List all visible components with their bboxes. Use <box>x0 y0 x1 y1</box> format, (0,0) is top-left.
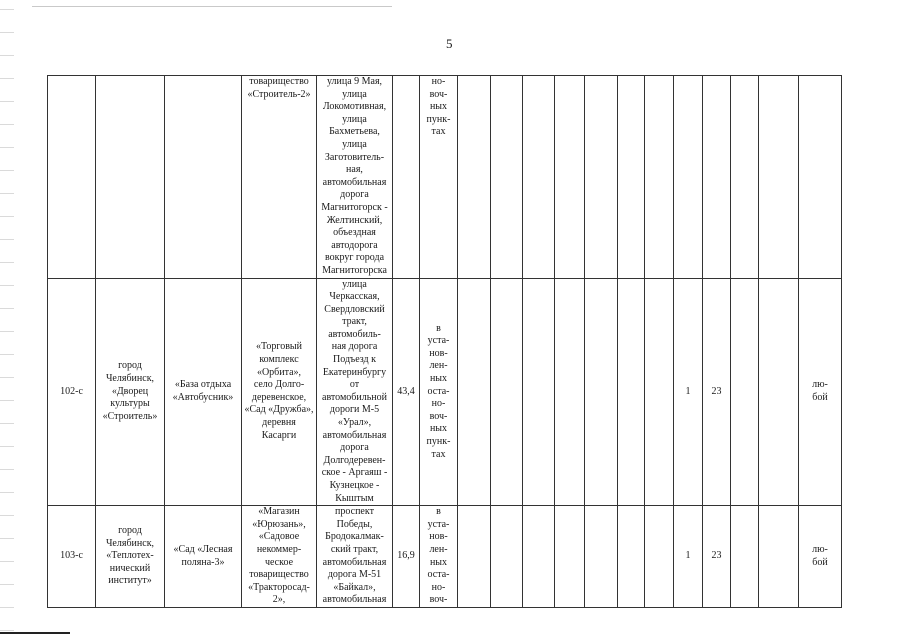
stop-order-cell: но- воч- ных пунк- тах <box>420 76 458 279</box>
empty-cell <box>731 506 759 608</box>
empty-cell <box>759 506 799 608</box>
vehicle-count-cell: 1 <box>674 506 703 608</box>
empty-cell <box>458 76 491 279</box>
intermediate-stops-cell: товарищество «Строитель-2» <box>242 76 317 279</box>
start-point-cell: город Челябинск, «Теплотех- нический институт» <box>96 506 165 608</box>
empty-cell <box>731 278 759 506</box>
route-length-cell: 43,4 <box>393 278 420 506</box>
streets-cell: улица 9 Мая, улица Локомотивная, улица Бахметьева, улица Заготовитель- ная, автомобильная дорога Магнитогорск - Желтинский, объездная автодорога вокруг города Магнитогорска <box>317 76 393 279</box>
start-point-cell <box>96 76 165 279</box>
route-length-cell <box>393 76 420 279</box>
streets-cell: улица Черкасская, Свердловский тракт, автомобиль- ная дорога Подъезд к Екатеринбургу от автомобильной дороги М-5 «Урал», автомобильная дорога Долгодеревен- ское - Аргаяш - Кузнецкое - Кыштым <box>317 278 393 506</box>
empty-cell <box>585 506 618 608</box>
empty-cell <box>523 76 555 279</box>
page-number: 5 <box>446 36 453 51</box>
route-number-cell: 103-с <box>48 506 96 608</box>
intermediate-stops-cell: «Торговый комплекс «Орбита», село Долго- деревенское, «Сад «Дружба», деревня Касарги <box>242 278 317 506</box>
empty-cell <box>645 278 674 506</box>
end-point-cell <box>165 76 242 279</box>
end-point-cell: «Сад «Лесная поляна-3» <box>165 506 242 608</box>
vehicle-count-cell <box>674 76 703 279</box>
empty-cell <box>491 506 523 608</box>
empty-cell <box>618 76 645 279</box>
route-number-cell: 102-с <box>48 278 96 506</box>
empty-cell <box>491 278 523 506</box>
transport-mode-cell: лю- бой <box>799 506 842 608</box>
empty-cell <box>759 76 799 279</box>
transport-mode-cell <box>799 76 842 279</box>
route-register-table <box>47 75 842 608</box>
transport-mode-cell: лю- бой <box>799 278 842 506</box>
empty-cell <box>618 506 645 608</box>
table-row <box>48 76 842 279</box>
empty-cell <box>645 506 674 608</box>
vehicle-count-cell: 1 <box>674 278 703 506</box>
stop-order-cell: в уста- нов- лен- ных оста- но- воч- ных пунк- тах <box>420 278 458 506</box>
start-point-cell: город Челябинск, «Дворец культуры «Строитель» <box>96 278 165 506</box>
empty-cell <box>618 278 645 506</box>
empty-cell <box>555 278 585 506</box>
intermediate-stops-cell: «Магазин «Юрюзань», «Садовое некоммер- ческое товарищество «Тракторосад- 2», <box>242 506 317 608</box>
empty-cell <box>523 506 555 608</box>
vehicle-capacity-cell: 23 <box>703 506 731 608</box>
table-row <box>48 278 842 506</box>
streets-cell: проспект Победы, Бродокалмак- ский тракт, автомобильная дорога М-51 «Байкал», автомобильная <box>317 506 393 608</box>
route-number-cell <box>48 76 96 279</box>
empty-cell <box>458 278 491 506</box>
end-point-cell: «База отдыха «Автобусник» <box>165 278 242 506</box>
empty-cell <box>458 506 491 608</box>
scan-margin-marks <box>0 0 14 640</box>
empty-cell <box>645 76 674 279</box>
vehicle-capacity-cell <box>703 76 731 279</box>
stop-order-cell: в уста- нов- лен- ных оста- но- воч- <box>420 506 458 608</box>
empty-cell <box>555 76 585 279</box>
empty-cell <box>585 76 618 279</box>
scan-bottom-rule <box>0 632 70 634</box>
empty-cell <box>585 278 618 506</box>
table-row <box>48 506 842 608</box>
route-length-cell: 16,9 <box>393 506 420 608</box>
scan-top-line <box>32 6 392 7</box>
empty-cell <box>491 76 523 279</box>
empty-cell <box>523 278 555 506</box>
empty-cell <box>555 506 585 608</box>
empty-cell <box>731 76 759 279</box>
empty-cell <box>759 278 799 506</box>
vehicle-capacity-cell: 23 <box>703 278 731 506</box>
